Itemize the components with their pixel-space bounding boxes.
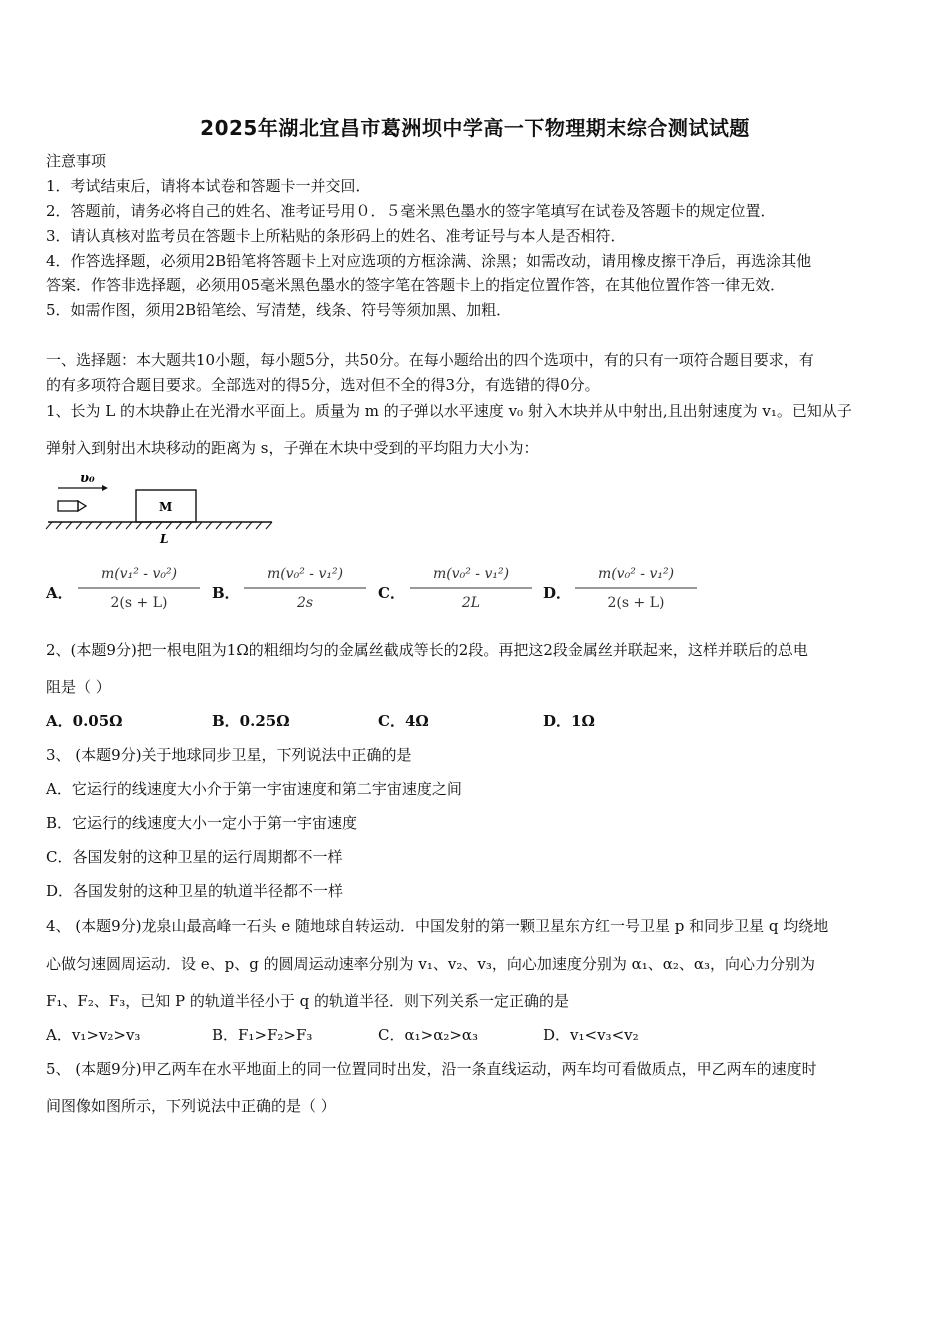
notice-item: 3．请认真核对监考员在答题卡上所粘贴的条形码上的姓名、准考证号与本人是否相符． <box>46 227 626 245</box>
q4-option-d[interactable]: D．v₁<v₃<v₂ <box>543 1026 639 1044</box>
q1-option-c[interactable] <box>378 556 538 616</box>
question-4-stem: F₁、F₂、F₃，已知 P 的轨道半径小于 q 的轨道半径．则下列关系一定正确的是 <box>46 992 570 1010</box>
fraction-numerator: m(v₁² - v₀²) <box>100 566 178 582</box>
q2-option-b[interactable]: B．0.25Ω <box>212 712 290 730</box>
block-label: M <box>159 500 173 514</box>
question-4-stem: 4、 (本题9分)龙泉山最高峰一石头 e 随地球自转运动．中国发射的第一颗卫星东方红一号卫星 p 和同步卫星 q 均绕地 <box>46 917 829 935</box>
q3-option-c[interactable]: C．各国发射的这种卫星的运行周期都不一样 <box>46 848 343 866</box>
notice-item: 2．答题前，请务必将自己的姓名、准考证号用０．５毫米黑色墨水的签字笔填写在试卷及答题卡的规定位置． <box>46 202 776 220</box>
fraction-numerator: m(v₀² - v₁²) <box>432 566 510 582</box>
question-3-stem: 3、 (本题9分)关于地球同步卫星，下列说法中正确的是 <box>46 746 412 764</box>
q2-option-d[interactable]: D．1Ω <box>543 712 595 730</box>
q3-option-a[interactable]: A．它运行的线速度大小介于第一宇宙速度和第二宇宙速度之间 <box>46 780 462 798</box>
q2-option-c[interactable]: C．4Ω <box>378 712 429 730</box>
notice-item: 1．考试结束后，请将本试卷和答题卡一并交回． <box>46 177 371 195</box>
option-label: A． <box>46 584 73 602</box>
q3-option-d[interactable]: D．各国发射的这种卫星的轨道半径都不一样 <box>46 882 344 900</box>
notice-heading: 注意事项 <box>46 152 107 170</box>
page-title: 2025年湖北宜昌市葛洲坝中学高一下物理期末综合测试试题 <box>200 116 750 140</box>
ground-hatching <box>46 522 272 529</box>
q1-option-a[interactable] <box>46 556 206 616</box>
q4-option-b[interactable]: B．F₁>F₂>F₃ <box>212 1026 313 1044</box>
bullet-tip <box>78 501 86 511</box>
velocity-label: υ₀ <box>80 471 95 486</box>
question-4-stem: 心做匀速圆周运动．设 e、p、g 的圆周运动速率分别为 v₁、v₂、v₃，向心加速度分别为 α₁、α₂、α₃，向心力分别为 <box>46 955 816 973</box>
q1-option-b[interactable] <box>212 556 372 616</box>
q1-option-d[interactable] <box>543 556 703 616</box>
question-1-stem: 弹射入到射出木块移动的距离为 s，子弹在木块中受到的平均阻力大小为： <box>46 439 539 457</box>
section-instructions: 的有多项符合题目要求。全部选对的得5分，选对但不全的得3分，有选错的得0分。 <box>46 376 600 394</box>
option-label: C． <box>378 584 405 602</box>
notice-item: 5．如需作图，须用2B铅笔绘、写清楚，线条、符号等须加黑、加粗． <box>46 301 512 319</box>
length-label: L <box>160 532 169 546</box>
fraction-numerator: m(v₀² - v₁²) <box>597 566 675 582</box>
question-5-stem: 5、 (本题9分)甲乙两车在水平地面上的同一位置同时出发，沿一条直线运动，两车均可看做质点，甲乙两车的速度时 <box>46 1060 817 1078</box>
question-1-stem: 1、长为 L 的木块静止在光滑水平面上。质量为 m 的子弹以水平速度 v₀ 射入木块并从中射出,且出射速度为 v₁。已知从子 <box>46 402 852 420</box>
question-2-stem: 2、(本题9分)把一根电阻为1Ω的粗细均匀的金属丝截成等长的2段。再把这2段金属丝并联起来，这样并联后的总电 <box>46 641 808 659</box>
q2-option-a[interactable]: A．0.05Ω <box>46 712 123 730</box>
q4-option-a[interactable]: A．v₁>v₂>v₃ <box>46 1026 141 1044</box>
notice-item: 4．作答选择题，必须用2B铅笔将答题卡上对应选项的方框涂满、涂黑；如需改动，请用橡皮擦干净后，再选涂其他 <box>46 252 812 270</box>
option-label: B． <box>212 584 240 602</box>
block-bullet-figure <box>44 468 276 548</box>
fraction-denominator: 2(s + L) <box>607 595 665 611</box>
fraction-denominator: 2s <box>296 595 314 611</box>
q3-option-b[interactable]: B．它运行的线速度大小一定小于第一宇宙速度 <box>46 814 358 832</box>
fraction-denominator: 2(s + L) <box>110 595 168 611</box>
option-label: D． <box>543 584 572 602</box>
q4-option-c[interactable]: C．α₁>α₂>α₃ <box>378 1026 479 1044</box>
fraction-denominator: 2L <box>461 595 481 611</box>
notice-item: 答案．作答非选择题，必须用05毫米黑色墨水的签字笔在答题卡上的指定位置作答，在其他位置作答一律无效． <box>46 276 786 294</box>
section-instructions: 一、选择题：本大题共10小题，每小题5分，共50分。在每小题给出的四个选项中，有的只有一项符合题目要求，有 <box>46 351 814 369</box>
fraction-numerator: m(v₀² - v₁²) <box>266 566 344 582</box>
velocity-arrowhead <box>102 485 108 491</box>
question-5-stem: 间图像如图所示，下列说法中正确的是（ ） <box>46 1097 336 1115</box>
bullet <box>58 501 78 511</box>
question-2-stem: 阻是（ ） <box>46 678 111 696</box>
